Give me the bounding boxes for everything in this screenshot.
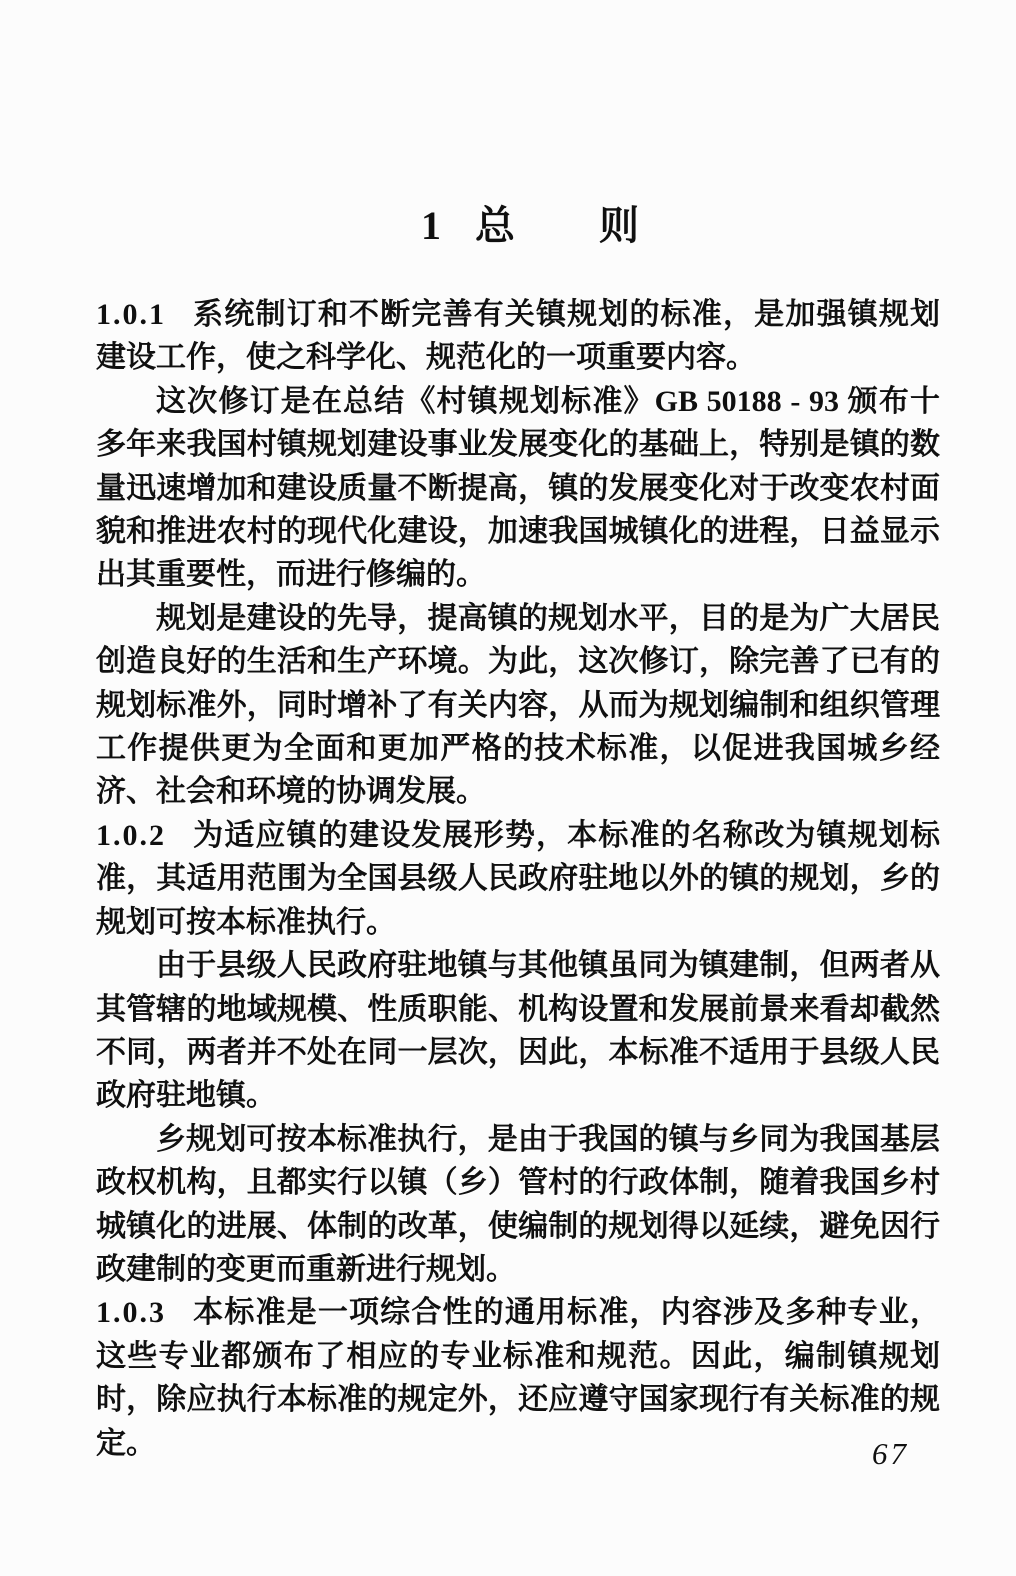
clause-1-0-2 (96, 814, 940, 944)
paragraph-text: 规划是建设的先导，提高镇的规划水平，目的是为广大居民创造良好的生活和生产环境。为此，这次修订，除完善了已有的规划标准外，同时增补了有关内容，从而为规划编制和组织管理工作提供更为全面和更加严格的技术标准，以促进我国城乡经济、社会和环境的协调发展。 (96, 601, 940, 809)
paragraph-text: 乡规划可按本标准执行，是由于我国的镇与乡同为我国基层政权机构，且都实行以镇（乡）管村的行政体制，随着我国乡村城镇化的进展、体制的改革，使编制的规划得以延续，避免因行政建制的变更而重新进行规划。 (96, 1122, 940, 1286)
clause-text: 系统制订和不断完善有关镇规划的标准，是加强镇规划建设工作，使之科学化、规范化的一项重要内容。 (96, 298, 940, 375)
paragraph-text: 由于县级人民政府驻地镇与其他镇虽同为镇建制，但两者从其管辖的地域规模、性质职能、机构设置和发展前景来看却截然不同，两者并不处在同一层次，因此，本标准不适用于县级人民政府驻地镇。 (96, 949, 940, 1113)
clause-1-0-1 (96, 293, 940, 380)
paragraph (96, 944, 940, 1118)
clause-number: 1.0.1 (96, 298, 166, 331)
chapter-title (421, 203, 723, 249)
clause-1-0-3 (96, 1291, 940, 1465)
page-number: 67 (872, 1436, 909, 1471)
paragraph (96, 1118, 940, 1292)
chapter-title-text: 总则 (475, 203, 723, 248)
paragraph-text: 这次修订是在总结《村镇规划标准》GB 50188 - 93 颁布十多年来我国村镇规划建设事业发展变化的基础上，特别是镇的数量迅速增加和建设质量不断提高，镇的发展变化对于改变农村面貌和推进农村的现代化建设，加速我国城镇化的进程，日益显示出其重要性，而进行修编的。 (96, 384, 940, 592)
paragraph (96, 597, 940, 814)
chapter-number: 1 (421, 203, 441, 248)
body-text (96, 293, 940, 1465)
clause-text: 本标准是一项综合性的通用标准，内容涉及多种专业，这些专业都颁布了相应的专业标准和规范。因此，编制镇规划时，除应执行本标准的规定外，还应遵守国家现行有关标准的规定。 (96, 1296, 940, 1460)
clause-text: 为适应镇的建设发展形势，本标准的名称改为镇规划标准，其适用范围为全国县级人民政府驻地以外的镇的规划，乡的规划可按本标准执行。 (96, 818, 940, 939)
clause-number: 1.0.2 (96, 818, 166, 852)
clause-number: 1.0.3 (96, 1296, 166, 1330)
paragraph (96, 380, 940, 597)
